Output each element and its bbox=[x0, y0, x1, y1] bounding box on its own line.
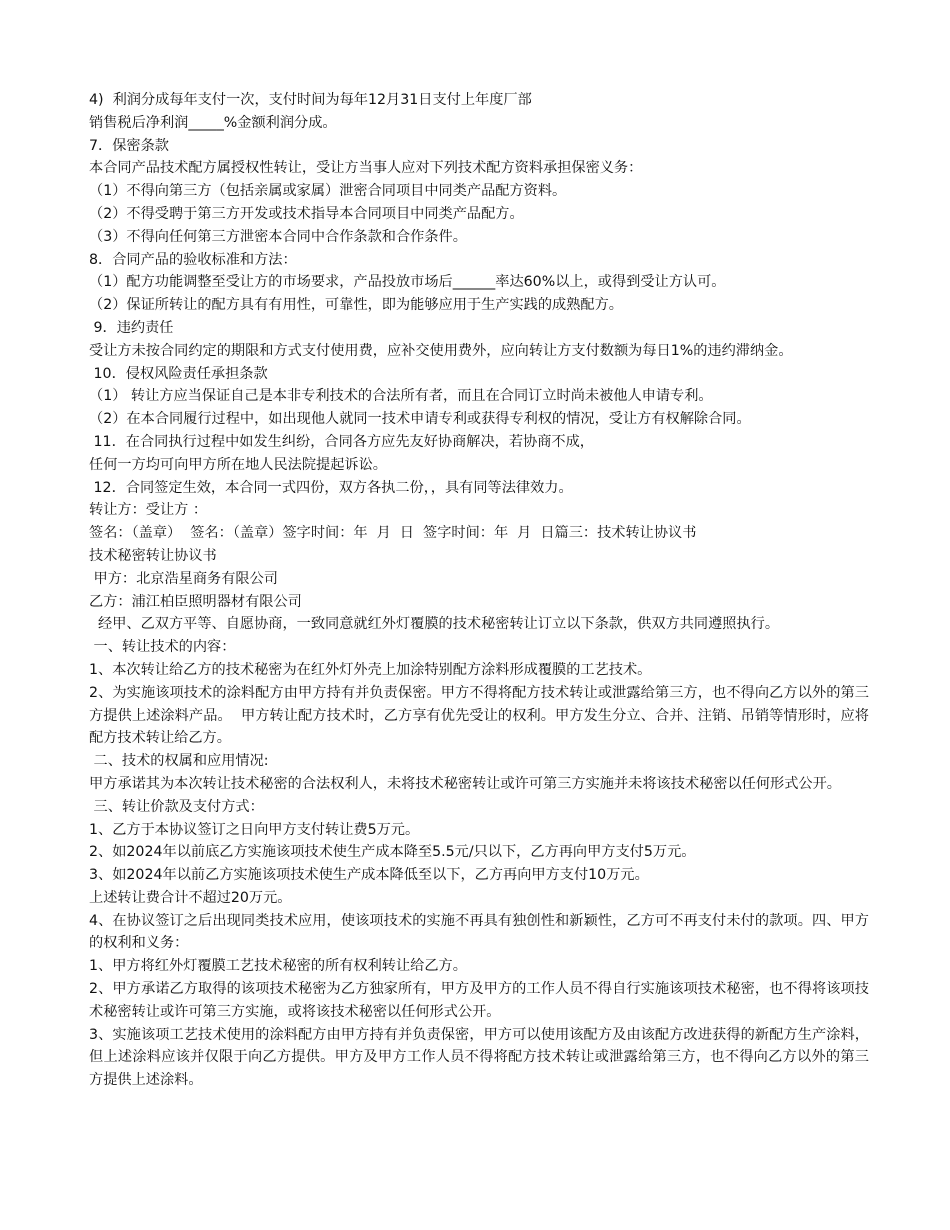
section-heading: 10．侵权风险责任承担条款 bbox=[89, 365, 268, 382]
section-heading: 9．违约责任 bbox=[89, 319, 174, 336]
section-heading: 7．保密条款 bbox=[89, 137, 169, 154]
list-item: （2）在本合同履行过程中，如出现他人就同一技术申请专利或获得专利权的情况，受让方有权解除合同。 bbox=[89, 411, 751, 428]
paragraph: 3、实施该项工艺技术使用的涂料配方由甲方持有并负责保密，甲方可以使用该配方及由该配方改进获得的新配方生产涂料，但上述涂料应该并仅限于向乙方提供。甲方及甲方工作人员不得将配方技术转让或泄露给第三方，也不得向乙方以外的第三方提供上述涂料。 bbox=[89, 1026, 869, 1089]
list-item: （1）配方功能调整至受让方的市场要求，产品投放市场后______率达60%以上，或得到受让方认可。 bbox=[89, 274, 726, 291]
section-heading: 二、技术的权属和应用情况: bbox=[89, 753, 269, 770]
text-line: 4) 利润分成每年支付一次，支付时间为每年12月31日支付上年度厂部 bbox=[89, 92, 532, 108]
list-item: （2）保证所转让的配方具有有用性，可靠性，即为能够应用于生产实践的成熟配方。 bbox=[89, 297, 623, 314]
list-item: 3、如2024年以前乙方实施该项技术使生产成本降低至以下，乙方再向甲方支付10万元。 bbox=[89, 867, 649, 884]
list-item: 1、乙方于本协议签订之日向甲方支付转让费5万元。 bbox=[89, 821, 420, 838]
document-title: 技术秘密转让协议书 bbox=[89, 547, 217, 564]
list-item: 2、如2024年以前底乙方实施该项技术使生产成本降至5.5元/只以下，乙方再向甲方支付5万元。 bbox=[89, 844, 696, 861]
text-line: 任何一方均可向甲方所在地人民法院提起诉讼。 bbox=[89, 456, 387, 473]
party-a: 甲方：北京浩星商务有限公司 bbox=[89, 570, 278, 587]
paragraph: 2、甲方承诺乙方取得的该项技术秘密为乙方独家所有，甲方及甲方的工作人员不得自行实施该项技术秘密，也不得将该项技术秘密转让或许可第三方实施，或将该技术秘密以任何形式公开。 bbox=[89, 981, 869, 1020]
list-item: （1） 转让方应当保证自己是本非专利技术的合法所有者，而且在合同订立时尚未被他人申请专利。 bbox=[89, 388, 713, 405]
list-item: （2）不得受聘于第三方开发或技术指导本合同项目中同类产品配方。 bbox=[89, 205, 524, 222]
paragraph: 受让方未按合同约定的期限和方式支付使用费，应补交使用费外，应向转让方支付数额为每日1%的违约滞纳金。 bbox=[89, 342, 793, 359]
list-item: 1、本次转让给乙方的技术秘密为在红外灯外壳上加涂特别配方涂料形成覆膜的工艺技术。 bbox=[89, 661, 652, 678]
text-line: 上述转让费合计不超过20万元。 bbox=[89, 889, 292, 906]
text-line: 本合同产品技术配方属授权性转让，受让方当事人应对下列技术配方资料承担保密义务： bbox=[89, 160, 643, 177]
paragraph: 甲方承诺其为本次转让技术秘密的合法权利人，未将技术秘密转让或许可第三方实施并未将该技术秘密以任何形式公开。 bbox=[89, 775, 841, 792]
list-item: （1）不得向第三方（包括亲属或家属）泄密合同项目中同类产品配方资料。 bbox=[89, 183, 567, 200]
list-item: （3）不得向任何第三方泄密本合同中合作条款和合作条件。 bbox=[89, 228, 467, 245]
party-b: 乙方：浦江柏臣照明器材有限公司 bbox=[89, 593, 302, 610]
paragraph: 经甲、乙双方平等、自愿协商，一致同意就红外灯覆膜的技术秘密转让订立以下条款，供双方共同遵照执行。 bbox=[89, 616, 780, 633]
signature-parties: 转让方：受让方 ： bbox=[89, 502, 208, 519]
document-body bbox=[89, 89, 869, 1092]
signature-line: 签名：（盖章） 签名：（盖章）签字时间：年 月 日 签字时间：年 月 日篇三：技术转让协议书 bbox=[89, 525, 697, 542]
section-heading: 12．合同签定生效，本合同一式四份，双方各执二份，，具有同等法律效力。 bbox=[89, 479, 573, 496]
text-line: 销售税后净利润_____%金额利润分成。 bbox=[89, 114, 337, 131]
section-heading: 一、转让技术的内容： bbox=[89, 639, 236, 656]
section-heading: 11．在合同执行过程中如发生纠纷，合同各方应先友好协商解决，若协商不成， bbox=[89, 433, 594, 450]
paragraph: 2、为实施该项技术的涂料配方由甲方持有并负责保密。甲方不得将配方技术转让或泄露给第三方，也不得向乙方以外的第三方提供上述涂料产品。 甲方转让配方技术时，乙方享有优先受让的权利。甲方发生分立、合并、注销、吊销等情形时，应将配方技术转让给乙方。 bbox=[89, 684, 869, 747]
section-heading: 三、转让价款及支付方式： bbox=[89, 798, 264, 815]
list-item: 1、甲方将红外灯覆膜工艺技术秘密的所有权利转让给乙方。 bbox=[89, 958, 467, 975]
paragraph: 4、在协议签订之后出现同类技术应用，使该项技术的实施不再具有独创性和新颖性，乙方可不再支付未付的款项。四、甲方的权利和义务： bbox=[89, 912, 869, 952]
section-heading: 8．合同产品的验收标准和方法： bbox=[89, 251, 297, 268]
